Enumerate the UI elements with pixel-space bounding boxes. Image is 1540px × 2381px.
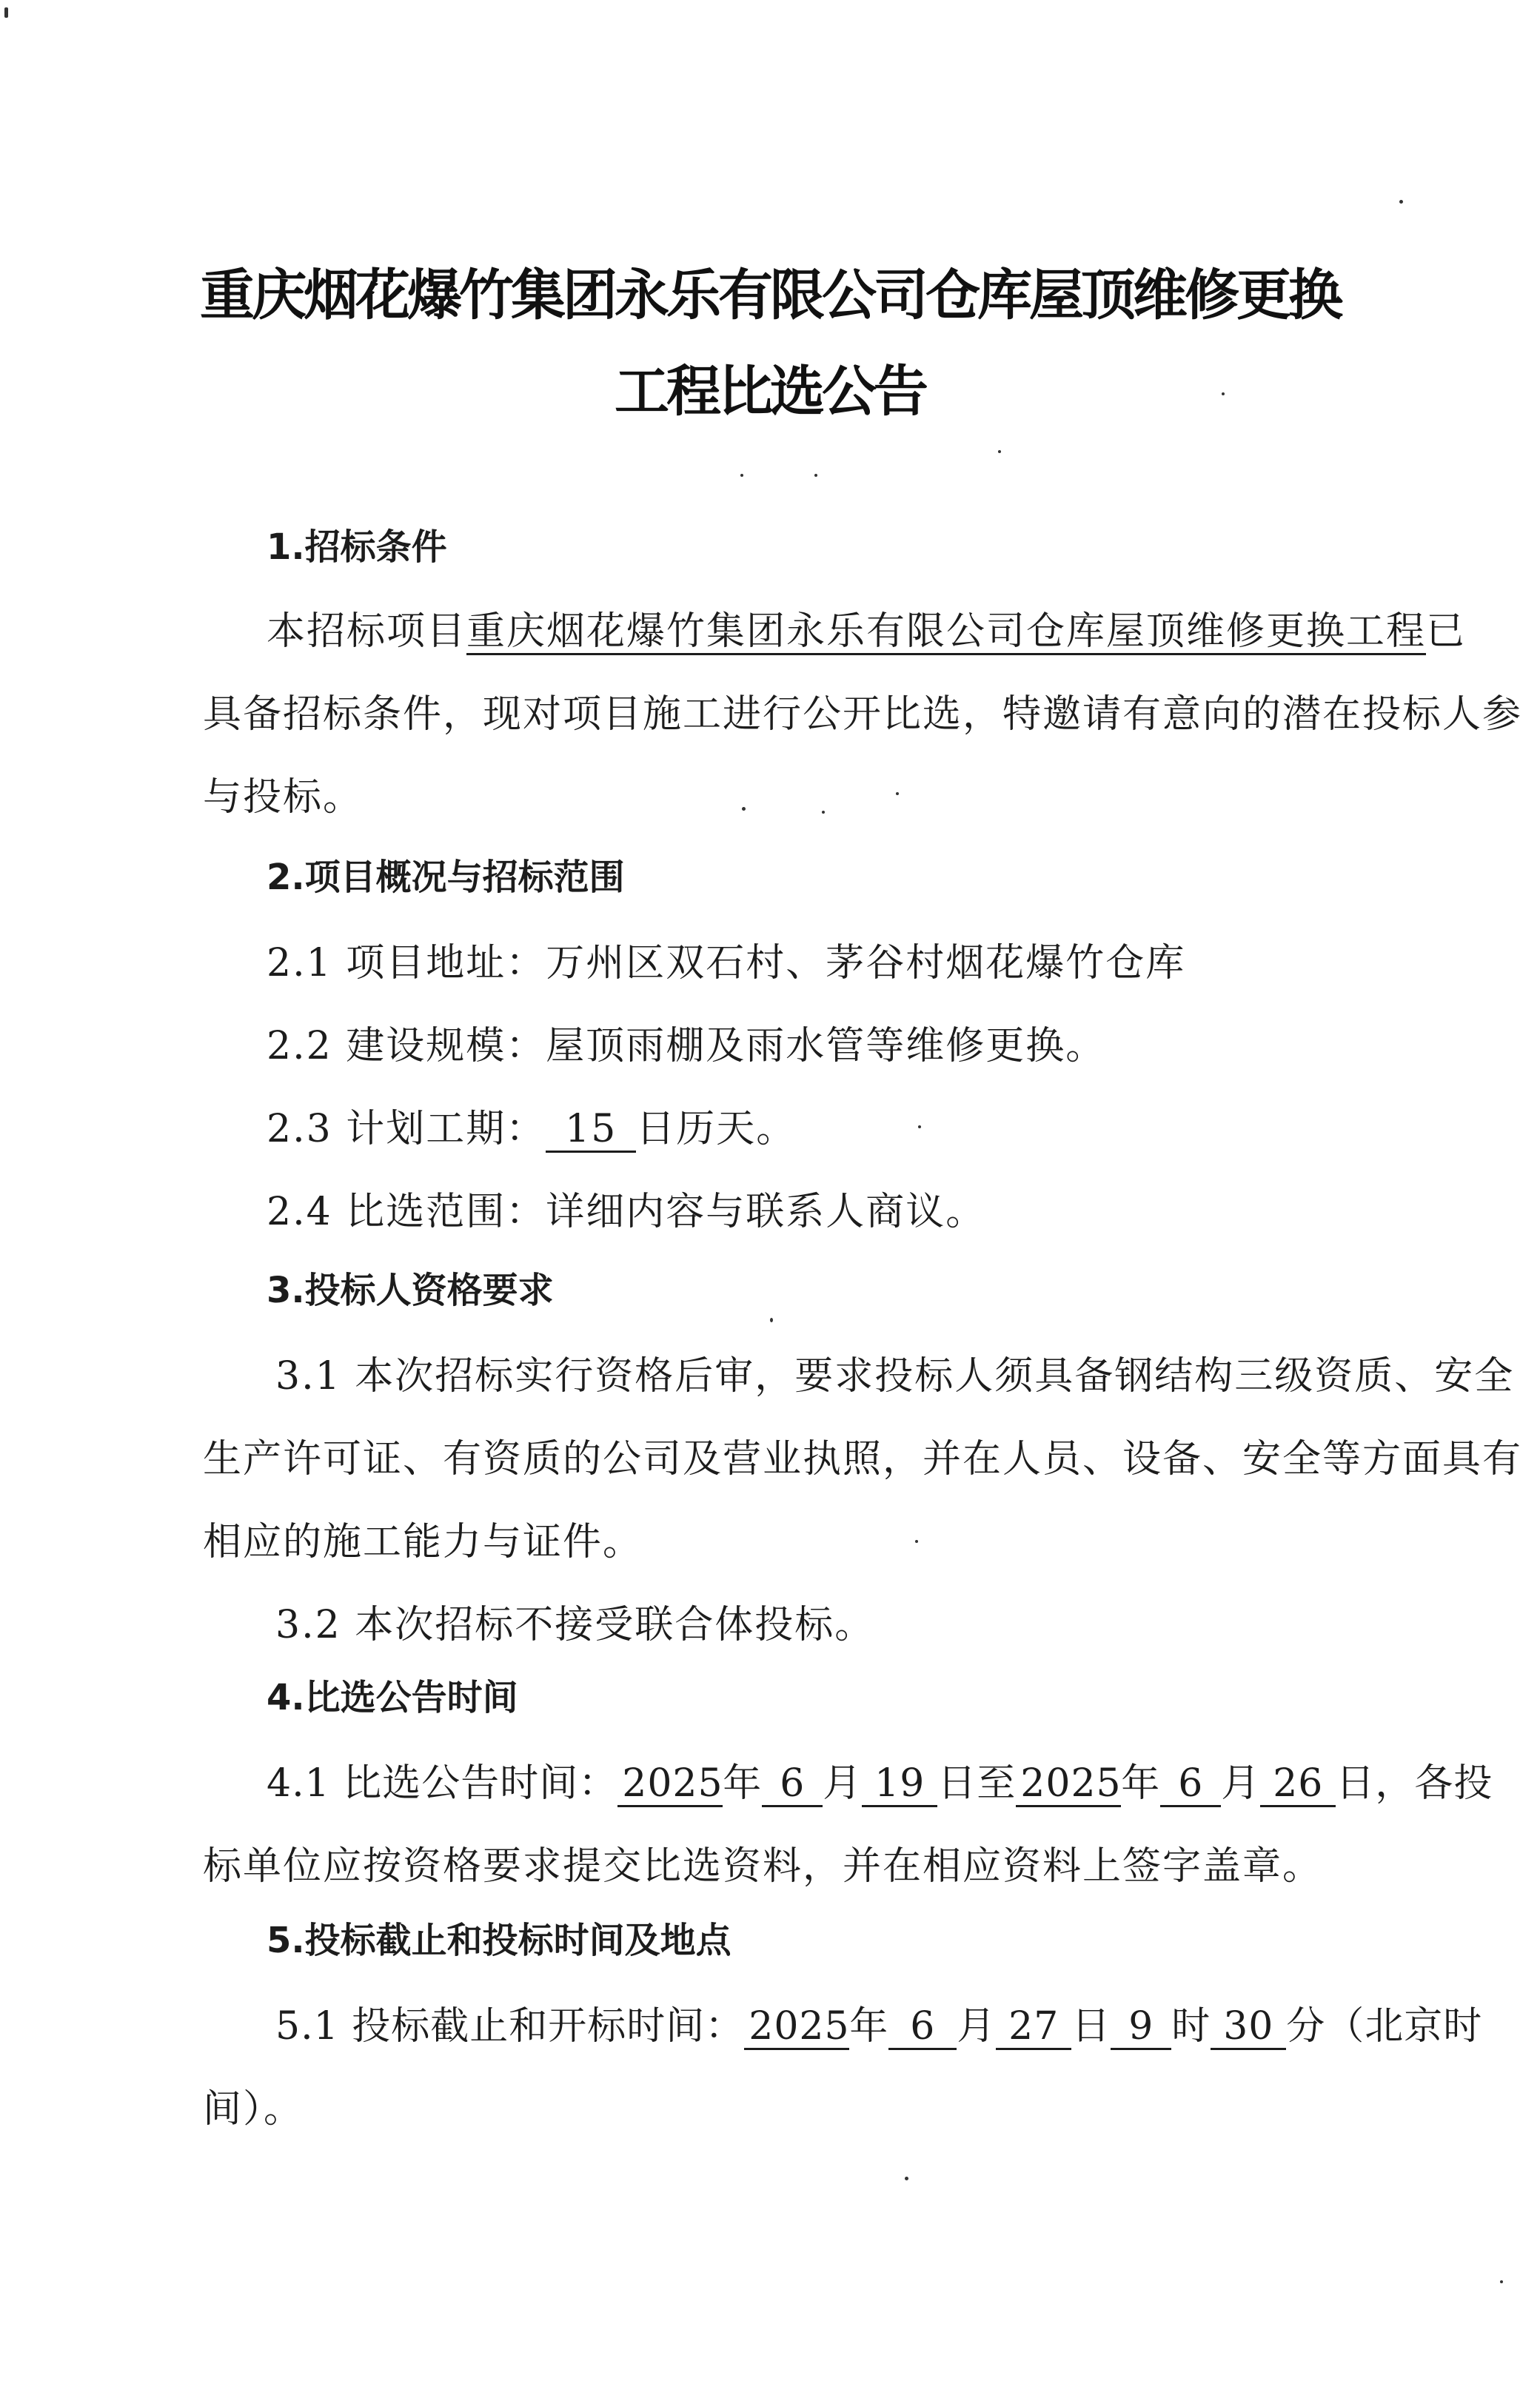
section-heading-2: 2.项目概况与招标范围 — [267, 857, 625, 898]
item-2-1: 2.1 项目地址：万州区双石村、茅谷村烟花爆竹仓库 — [267, 941, 1186, 985]
year-text: 年 — [723, 1761, 763, 1806]
section-heading-4: 4.比选公告时间 — [267, 1677, 518, 1718]
scan-speck — [1399, 200, 1403, 204]
item-label: 2.3 计划工期： — [267, 1107, 546, 1151]
scan-speck — [740, 474, 743, 477]
scan-speck — [905, 2177, 908, 2180]
scan-speck — [770, 1318, 773, 1322]
month-text: 月 — [823, 1761, 863, 1806]
end-month: 6 — [1160, 1763, 1221, 1807]
paragraph-1-line-3: 与投标。 — [203, 775, 364, 820]
deadline-hour: 9 — [1111, 2006, 1171, 2050]
scan-speck — [4, 7, 8, 18]
end-day: 26 — [1260, 1763, 1336, 1807]
day-end-text: 日，各投 — [1336, 1761, 1493, 1806]
project-name-underlined: 重庆烟花爆竹集团永乐有限公司仓库屋顶维修更换工程 — [466, 611, 1426, 655]
item-2-4: 2.4 比选范围：详细内容与联系人商议。 — [267, 1190, 986, 1234]
year-text: 年 — [849, 2004, 889, 2049]
item-4-1-line-1 — [267, 1752, 1493, 1807]
scan-speck — [1222, 392, 1225, 395]
deadline-day: 27 — [996, 2006, 1071, 2050]
paragraph-1-line-1 — [267, 600, 1466, 655]
item-2-3 — [267, 1097, 796, 1153]
paragraph-text: 已 — [1426, 609, 1467, 654]
hour-text: 时 — [1171, 2004, 1211, 2049]
start-year: 2025 — [617, 1763, 723, 1807]
scan-speck — [822, 811, 825, 814]
year-text: 年 — [1121, 1761, 1161, 1806]
paragraph-text: 本招标项目 — [267, 609, 467, 654]
scan-speck — [814, 474, 817, 477]
month-text: 月 — [957, 2004, 997, 2049]
scan-speck — [998, 450, 1001, 453]
item-label: 4.1 比选公告时间： — [267, 1761, 618, 1806]
item-5-1-line-2: 间）。 — [203, 2087, 304, 2131]
item-text: 日历天。 — [636, 1107, 797, 1151]
item-2-2: 2.2 建设规模：屋顶雨棚及雨水管等维修更换。 — [267, 1024, 1106, 1068]
item-3-1-line-1: 3.1 本次招标实行资格后审，要求投标人须具备钢结构三级资质、安全 — [275, 1354, 1515, 1399]
item-4-1-line-2: 标单位应按资格要求提交比选资料，并在相应资料上签字盖章。 — [203, 1844, 1323, 1889]
paragraph-1-line-2: 具备招标条件，现对项目施工进行公开比选，特邀请有意向的潜在投标人参 — [203, 692, 1523, 737]
duration-days-value: 15 — [546, 1108, 636, 1153]
month-text: 月 — [1221, 1761, 1261, 1806]
minute-text: 分（北京时 — [1286, 2004, 1483, 2049]
scan-speck — [915, 1540, 918, 1543]
item-3-1-line-2: 生产许可证、有资质的公司及营业执照，并在人员、设备、安全等方面具有 — [203, 1437, 1523, 1481]
scan-speck — [742, 807, 746, 811]
scan-speck — [896, 792, 899, 795]
scan-speck — [1500, 2280, 1503, 2283]
document-title-line-1: 重庆烟花爆竹集团永乐有限公司仓库屋顶维修更换 — [200, 264, 1340, 327]
item-3-2: 3.2 本次招标不接受联合体投标。 — [275, 1603, 875, 1647]
item-3-1-line-3: 相应的施工能力与证件。 — [203, 1520, 643, 1564]
end-year: 2025 — [1016, 1763, 1121, 1807]
deadline-minute: 30 — [1211, 2006, 1286, 2050]
section-heading-1: 1.招标条件 — [267, 526, 447, 568]
start-day: 19 — [862, 1763, 937, 1807]
item-label: 5.1 投标截止和开标时间： — [275, 2004, 745, 2049]
day-text: 日 — [1071, 2004, 1111, 2049]
section-heading-3: 3.投标人资格要求 — [267, 1270, 554, 1311]
scan-speck — [918, 1125, 921, 1128]
document-title-line-2: 工程比选公告 — [615, 360, 925, 423]
start-month: 6 — [762, 1763, 823, 1807]
item-5-1-line-1 — [275, 1995, 1482, 2050]
section-heading-5: 5.投标截止和投标时间及地点 — [267, 1920, 732, 1961]
deadline-year: 2025 — [744, 2006, 849, 2050]
deadline-month: 6 — [888, 2006, 957, 2050]
day-to-text: 日至 — [937, 1761, 1017, 1806]
